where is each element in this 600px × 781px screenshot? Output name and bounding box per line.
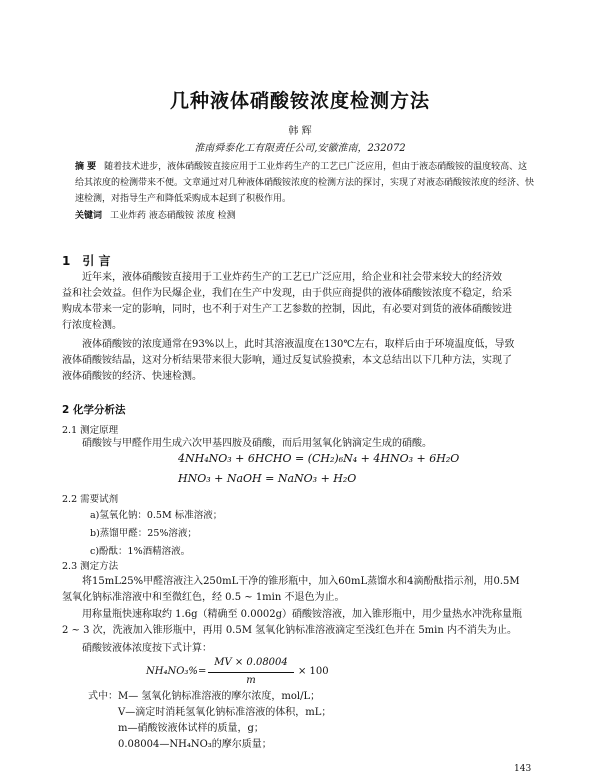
formula-denominator: m: [246, 675, 256, 686]
method-paragraph-2-line-1: 用称量瓶快速称取约 1.6g（精确至 0.0002g）硝酸铵溶液，加入锥形瓶中，用少量热水冲洗称量瓶: [82, 609, 523, 620]
abstract-line-3: 速检测，对指导生产和降低采购成本起到了积极作用。: [75, 194, 292, 204]
reagent-item-c: c)酚酞：1%酒精溶液。: [90, 546, 191, 557]
method-paragraph-1-line-2: 氢氧化钠标准溶液中和至微红色，经 0.5 ~ 1min 不退色为止。: [62, 592, 345, 603]
formula-tail: × 100: [298, 666, 329, 677]
method-paragraph-2-line-2: 2 ~ 3 次，洗液加入锥形瓶中，再用 0.5M 氢氧化钠标准溶液滴定至浅红色并在 5min 内不消失为止。: [62, 625, 517, 636]
intro-paragraph-1-line-4: 行浓度检测。: [62, 320, 122, 331]
principle-text: 硝酸铵与甲醛作用生成六次甲基四胺及硝酸，而后用氢氧化钠滴定生成的硝酸。: [82, 438, 432, 449]
reagent-item-a: a)氢氧化钠：0.5M 标准溶液；: [90, 510, 223, 521]
formula-fraction-bar: [208, 672, 294, 673]
method-paragraph-1-line-1: 将15mL25%甲醛溶液注入250mL干净的锥形瓶中，加入60mL蒸馏水和4滴酚酞指示剂，用0.5M: [82, 576, 520, 587]
intro-paragraph-1-line-3: 购成本带来一定的影响，同时，也不利于对生产工艺参数的控制，因此，有必要对到货的液体硝酸铵进: [62, 304, 512, 315]
keywords-label: 关键词: [75, 211, 103, 221]
intro-paragraph-2-line-3: 液体硝酸铵的经济、快速检测。: [62, 371, 202, 382]
definition-M: 式中：M— 氢氧化钠标准溶液的摩尔浓度，mol/L；: [88, 691, 321, 702]
keywords-line: [75, 209, 545, 223]
keywords-text: 工业炸药 液态硝酸铵 浓度 检测: [110, 211, 236, 221]
intro-paragraph-1-line-2: 益和社会效益。但作为民爆企业，我们在生产中发现，由于供应商提供的液体硝酸铵浓度不稳定，给采: [62, 288, 512, 299]
intro-paragraph-1-line-1: 近年来，液体硝酸铵直接用于工业炸药生产的工艺已广泛应用，给企业和社会带来较大的经济效: [82, 272, 502, 283]
subsection-2-3-heading: 2.3 测定方法: [62, 561, 119, 572]
page-number: 143: [514, 764, 532, 774]
formula-lhs: NH₄NO₃%=: [146, 666, 207, 677]
intro-paragraph-2-line-1: 液体硝酸铵的浓度通常在93%以上，此时其溶液温度在130℃左右，取样后由于环境温度低，导致: [82, 339, 515, 350]
definition-molar-mass: 0.08004—NH₄NO₃的摩尔质量；: [118, 739, 272, 750]
section-heading-intro: 1 引 言: [62, 254, 111, 268]
calculation-intro: 硝酸铵液体浓度按下式计算：: [82, 643, 212, 654]
subsection-2-2-heading: 2.2 需要试剂: [62, 494, 119, 505]
paper-title: 几种液体硝酸铵浓度检测方法: [169, 90, 430, 112]
abstract-label: 摘 要: [75, 162, 97, 172]
definition-m: m—硝酸铵液体试样的质量，g；: [118, 723, 264, 734]
intro-paragraph-2-line-2: 液体硝酸铵结晶，这对分析结果带来很大影响，通过反复试验摸索，本文总结出以下几种方法，实现了: [62, 355, 512, 366]
reaction-equation-1: 4NH₄NO₃ + 6HCHO = (CH₂)₆N₄ + 4HNO₃ + 6H₂O: [178, 452, 460, 465]
abstract-line-2: 给其浓度的检测带来不便。文章通过对几种液体硝酸铵浓度的检测方法的探讨，实现了对液态硝酸铵浓度的经济、快: [75, 178, 535, 188]
subsection-2-1-heading: 2.1 测定原理: [62, 425, 119, 436]
section-heading-chemical-analysis: 2 化学分析法: [62, 404, 126, 416]
reagent-item-b: b)蒸馏甲醛：25%溶液；: [90, 528, 197, 539]
formula-numerator: MV × 0.08004: [214, 657, 288, 668]
definition-V: V—滴定时消耗氢氧化钠标准溶液的体积，mL；: [118, 707, 332, 718]
reaction-equation-2: HNO₃ + NaOH = NaNO₃ + H₂O: [178, 472, 357, 485]
author-affiliation: 淮南舜泰化工有限责任公司,安徽淮南，232072: [194, 143, 406, 154]
author-name: 韩 辉: [288, 126, 312, 137]
abstract-line-1: 摘 要 随着技术进步，液体硝酸铵直接应用于工业炸药生产的工艺已广泛应用，但由于液态硝酸铵的温度较高、这: [75, 162, 528, 172]
